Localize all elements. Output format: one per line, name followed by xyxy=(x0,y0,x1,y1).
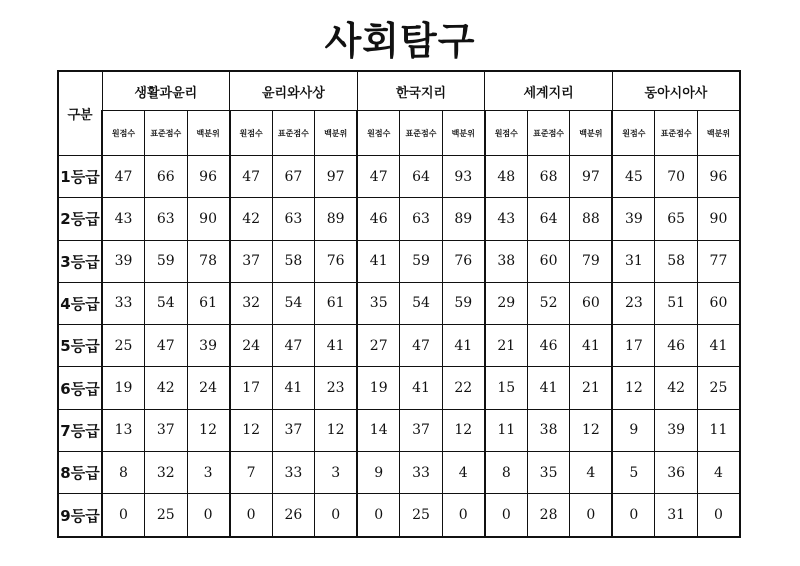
table-row xyxy=(58,409,740,451)
sub-header-standard: 표준점수 xyxy=(272,111,315,156)
score-cell: 54 xyxy=(272,282,315,324)
score-cell: 19 xyxy=(102,367,145,409)
score-cell: 36 xyxy=(655,451,698,493)
score-cell: 21 xyxy=(485,325,528,367)
score-cell: 77 xyxy=(697,240,740,282)
score-cell: 89 xyxy=(442,198,485,240)
score-cell: 61 xyxy=(315,282,358,324)
sub-header-percentile: 백분위 xyxy=(315,111,358,156)
score-cell: 12 xyxy=(315,409,358,451)
grade-cut-table xyxy=(57,70,741,538)
subject-header: 생활과윤리 xyxy=(102,71,230,111)
score-cell: 12 xyxy=(187,409,230,451)
score-cell: 25 xyxy=(102,325,145,367)
table-row xyxy=(58,240,740,282)
table-row xyxy=(58,367,740,409)
score-cell: 33 xyxy=(400,451,443,493)
score-cell: 11 xyxy=(485,409,528,451)
score-cell: 0 xyxy=(442,494,485,537)
grade-label: 7등급 xyxy=(58,409,102,451)
score-cell: 64 xyxy=(527,198,570,240)
sub-header-percentile: 백분위 xyxy=(187,111,230,156)
score-cell: 23 xyxy=(612,282,655,324)
score-cell: 66 xyxy=(145,156,188,198)
score-cell: 32 xyxy=(230,282,273,324)
score-cell: 35 xyxy=(357,282,400,324)
score-cell: 90 xyxy=(697,198,740,240)
score-cell: 59 xyxy=(442,282,485,324)
score-cell: 25 xyxy=(697,367,740,409)
score-cell: 41 xyxy=(400,367,443,409)
score-cell: 37 xyxy=(230,240,273,282)
score-cell: 12 xyxy=(442,409,485,451)
sub-header-standard: 표준점수 xyxy=(400,111,443,156)
score-cell: 3 xyxy=(315,451,358,493)
score-cell: 28 xyxy=(527,494,570,537)
score-cell: 63 xyxy=(400,198,443,240)
score-cell: 58 xyxy=(272,240,315,282)
score-cell: 63 xyxy=(272,198,315,240)
score-cell: 76 xyxy=(442,240,485,282)
score-cell: 8 xyxy=(485,451,528,493)
score-cell: 14 xyxy=(357,409,400,451)
score-cell: 59 xyxy=(400,240,443,282)
score-cell: 46 xyxy=(655,325,698,367)
sub-header-raw: 원점수 xyxy=(612,111,655,156)
score-cell: 43 xyxy=(102,198,145,240)
score-cell: 0 xyxy=(697,494,740,537)
score-cell: 47 xyxy=(230,156,273,198)
subject-header-row xyxy=(58,71,740,111)
score-cell: 41 xyxy=(315,325,358,367)
score-cell: 65 xyxy=(655,198,698,240)
score-cell: 46 xyxy=(527,325,570,367)
score-cell: 35 xyxy=(527,451,570,493)
score-cell: 33 xyxy=(272,451,315,493)
sub-header-raw: 원점수 xyxy=(485,111,528,156)
grade-label: 6등급 xyxy=(58,367,102,409)
grade-label: 1등급 xyxy=(58,156,102,198)
score-cell: 70 xyxy=(655,156,698,198)
sub-header-raw: 원점수 xyxy=(102,111,145,156)
score-cell: 29 xyxy=(485,282,528,324)
score-cell: 79 xyxy=(570,240,613,282)
score-cell: 45 xyxy=(612,156,655,198)
sub-header-row xyxy=(58,111,740,156)
score-cell: 60 xyxy=(570,282,613,324)
score-cell: 26 xyxy=(272,494,315,537)
subject-header: 윤리와사상 xyxy=(230,71,358,111)
score-cell: 0 xyxy=(315,494,358,537)
score-cell: 17 xyxy=(612,325,655,367)
score-cell: 4 xyxy=(697,451,740,493)
score-cell: 41 xyxy=(527,367,570,409)
score-cell: 5 xyxy=(612,451,655,493)
score-cell: 0 xyxy=(612,494,655,537)
score-cell: 39 xyxy=(187,325,230,367)
score-cell: 76 xyxy=(315,240,358,282)
sub-header-percentile: 백분위 xyxy=(697,111,740,156)
score-cell: 61 xyxy=(187,282,230,324)
score-cell: 25 xyxy=(400,494,443,537)
score-cell: 60 xyxy=(697,282,740,324)
score-cell: 90 xyxy=(187,198,230,240)
sub-header-percentile: 백분위 xyxy=(442,111,485,156)
score-cell: 96 xyxy=(187,156,230,198)
score-cell: 37 xyxy=(272,409,315,451)
score-cell: 31 xyxy=(655,494,698,537)
score-cell: 42 xyxy=(230,198,273,240)
score-cell: 0 xyxy=(102,494,145,537)
score-cell: 78 xyxy=(187,240,230,282)
sub-header-raw: 원점수 xyxy=(230,111,273,156)
table-row xyxy=(58,494,740,537)
subject-header: 세계지리 xyxy=(485,71,613,111)
score-cell: 37 xyxy=(145,409,188,451)
score-cell: 12 xyxy=(612,367,655,409)
score-cell: 41 xyxy=(442,325,485,367)
score-cell: 54 xyxy=(400,282,443,324)
score-cell: 22 xyxy=(442,367,485,409)
score-cell: 46 xyxy=(357,198,400,240)
score-cell: 24 xyxy=(187,367,230,409)
score-cell: 0 xyxy=(187,494,230,537)
score-cell: 37 xyxy=(400,409,443,451)
sub-header-percentile: 백분위 xyxy=(570,111,613,156)
score-cell: 41 xyxy=(357,240,400,282)
table-row xyxy=(58,451,740,493)
score-cell: 39 xyxy=(102,240,145,282)
table-row xyxy=(58,325,740,367)
score-cell: 8 xyxy=(102,451,145,493)
grade-label: 9등급 xyxy=(58,494,102,537)
sub-header-standard: 표준점수 xyxy=(145,111,188,156)
score-cell: 88 xyxy=(570,198,613,240)
score-cell: 67 xyxy=(272,156,315,198)
table-row xyxy=(58,156,740,198)
score-cell: 27 xyxy=(357,325,400,367)
score-cell: 17 xyxy=(230,367,273,409)
page-title: 사회탐구 xyxy=(324,19,476,63)
score-cell: 89 xyxy=(315,198,358,240)
score-cell: 47 xyxy=(400,325,443,367)
score-cell: 96 xyxy=(697,156,740,198)
score-cell: 33 xyxy=(102,282,145,324)
grade-label: 3등급 xyxy=(58,240,102,282)
score-cell: 19 xyxy=(357,367,400,409)
score-cell: 39 xyxy=(612,198,655,240)
score-cell: 15 xyxy=(485,367,528,409)
grade-table-body xyxy=(58,156,740,538)
corner-header: 구분 xyxy=(58,71,102,156)
score-cell: 24 xyxy=(230,325,273,367)
score-cell: 43 xyxy=(485,198,528,240)
score-cell: 42 xyxy=(145,367,188,409)
score-cell: 54 xyxy=(145,282,188,324)
grade-label: 2등급 xyxy=(58,198,102,240)
score-cell: 63 xyxy=(145,198,188,240)
score-cell: 9 xyxy=(612,409,655,451)
score-cell: 64 xyxy=(400,156,443,198)
score-cell: 51 xyxy=(655,282,698,324)
score-cell: 47 xyxy=(145,325,188,367)
score-cell: 52 xyxy=(527,282,570,324)
score-cell: 48 xyxy=(485,156,528,198)
score-cell: 4 xyxy=(570,451,613,493)
score-cell: 32 xyxy=(145,451,188,493)
score-cell: 58 xyxy=(655,240,698,282)
score-cell: 39 xyxy=(655,409,698,451)
score-cell: 7 xyxy=(230,451,273,493)
score-cell: 41 xyxy=(697,325,740,367)
grade-label: 5등급 xyxy=(58,325,102,367)
score-cell: 60 xyxy=(527,240,570,282)
score-cell: 0 xyxy=(357,494,400,537)
score-cell: 23 xyxy=(315,367,358,409)
score-cell: 97 xyxy=(570,156,613,198)
score-cell: 41 xyxy=(272,367,315,409)
score-cell: 38 xyxy=(485,240,528,282)
score-cell: 47 xyxy=(357,156,400,198)
score-cell: 3 xyxy=(187,451,230,493)
score-cell: 93 xyxy=(442,156,485,198)
score-cell: 12 xyxy=(570,409,613,451)
grade-label: 4등급 xyxy=(58,282,102,324)
sub-header-standard: 표준점수 xyxy=(655,111,698,156)
score-cell: 11 xyxy=(697,409,740,451)
score-cell: 25 xyxy=(145,494,188,537)
score-cell: 13 xyxy=(102,409,145,451)
score-cell: 47 xyxy=(102,156,145,198)
score-cell: 38 xyxy=(527,409,570,451)
score-cell: 9 xyxy=(357,451,400,493)
score-cell: 0 xyxy=(485,494,528,537)
score-cell: 41 xyxy=(570,325,613,367)
sub-header-standard: 표준점수 xyxy=(527,111,570,156)
subject-header: 동아시아사 xyxy=(612,71,740,111)
grade-label: 8등급 xyxy=(58,451,102,493)
table-row xyxy=(58,282,740,324)
table-row xyxy=(58,198,740,240)
score-cell: 4 xyxy=(442,451,485,493)
score-cell: 68 xyxy=(527,156,570,198)
score-cell: 0 xyxy=(570,494,613,537)
score-cell: 59 xyxy=(145,240,188,282)
score-cell: 0 xyxy=(230,494,273,537)
score-cell: 97 xyxy=(315,156,358,198)
score-cell: 42 xyxy=(655,367,698,409)
score-cell: 21 xyxy=(570,367,613,409)
sub-header-raw: 원점수 xyxy=(357,111,400,156)
score-cell: 31 xyxy=(612,240,655,282)
subject-header: 한국지리 xyxy=(357,71,485,111)
score-cell: 47 xyxy=(272,325,315,367)
score-cell: 12 xyxy=(230,409,273,451)
